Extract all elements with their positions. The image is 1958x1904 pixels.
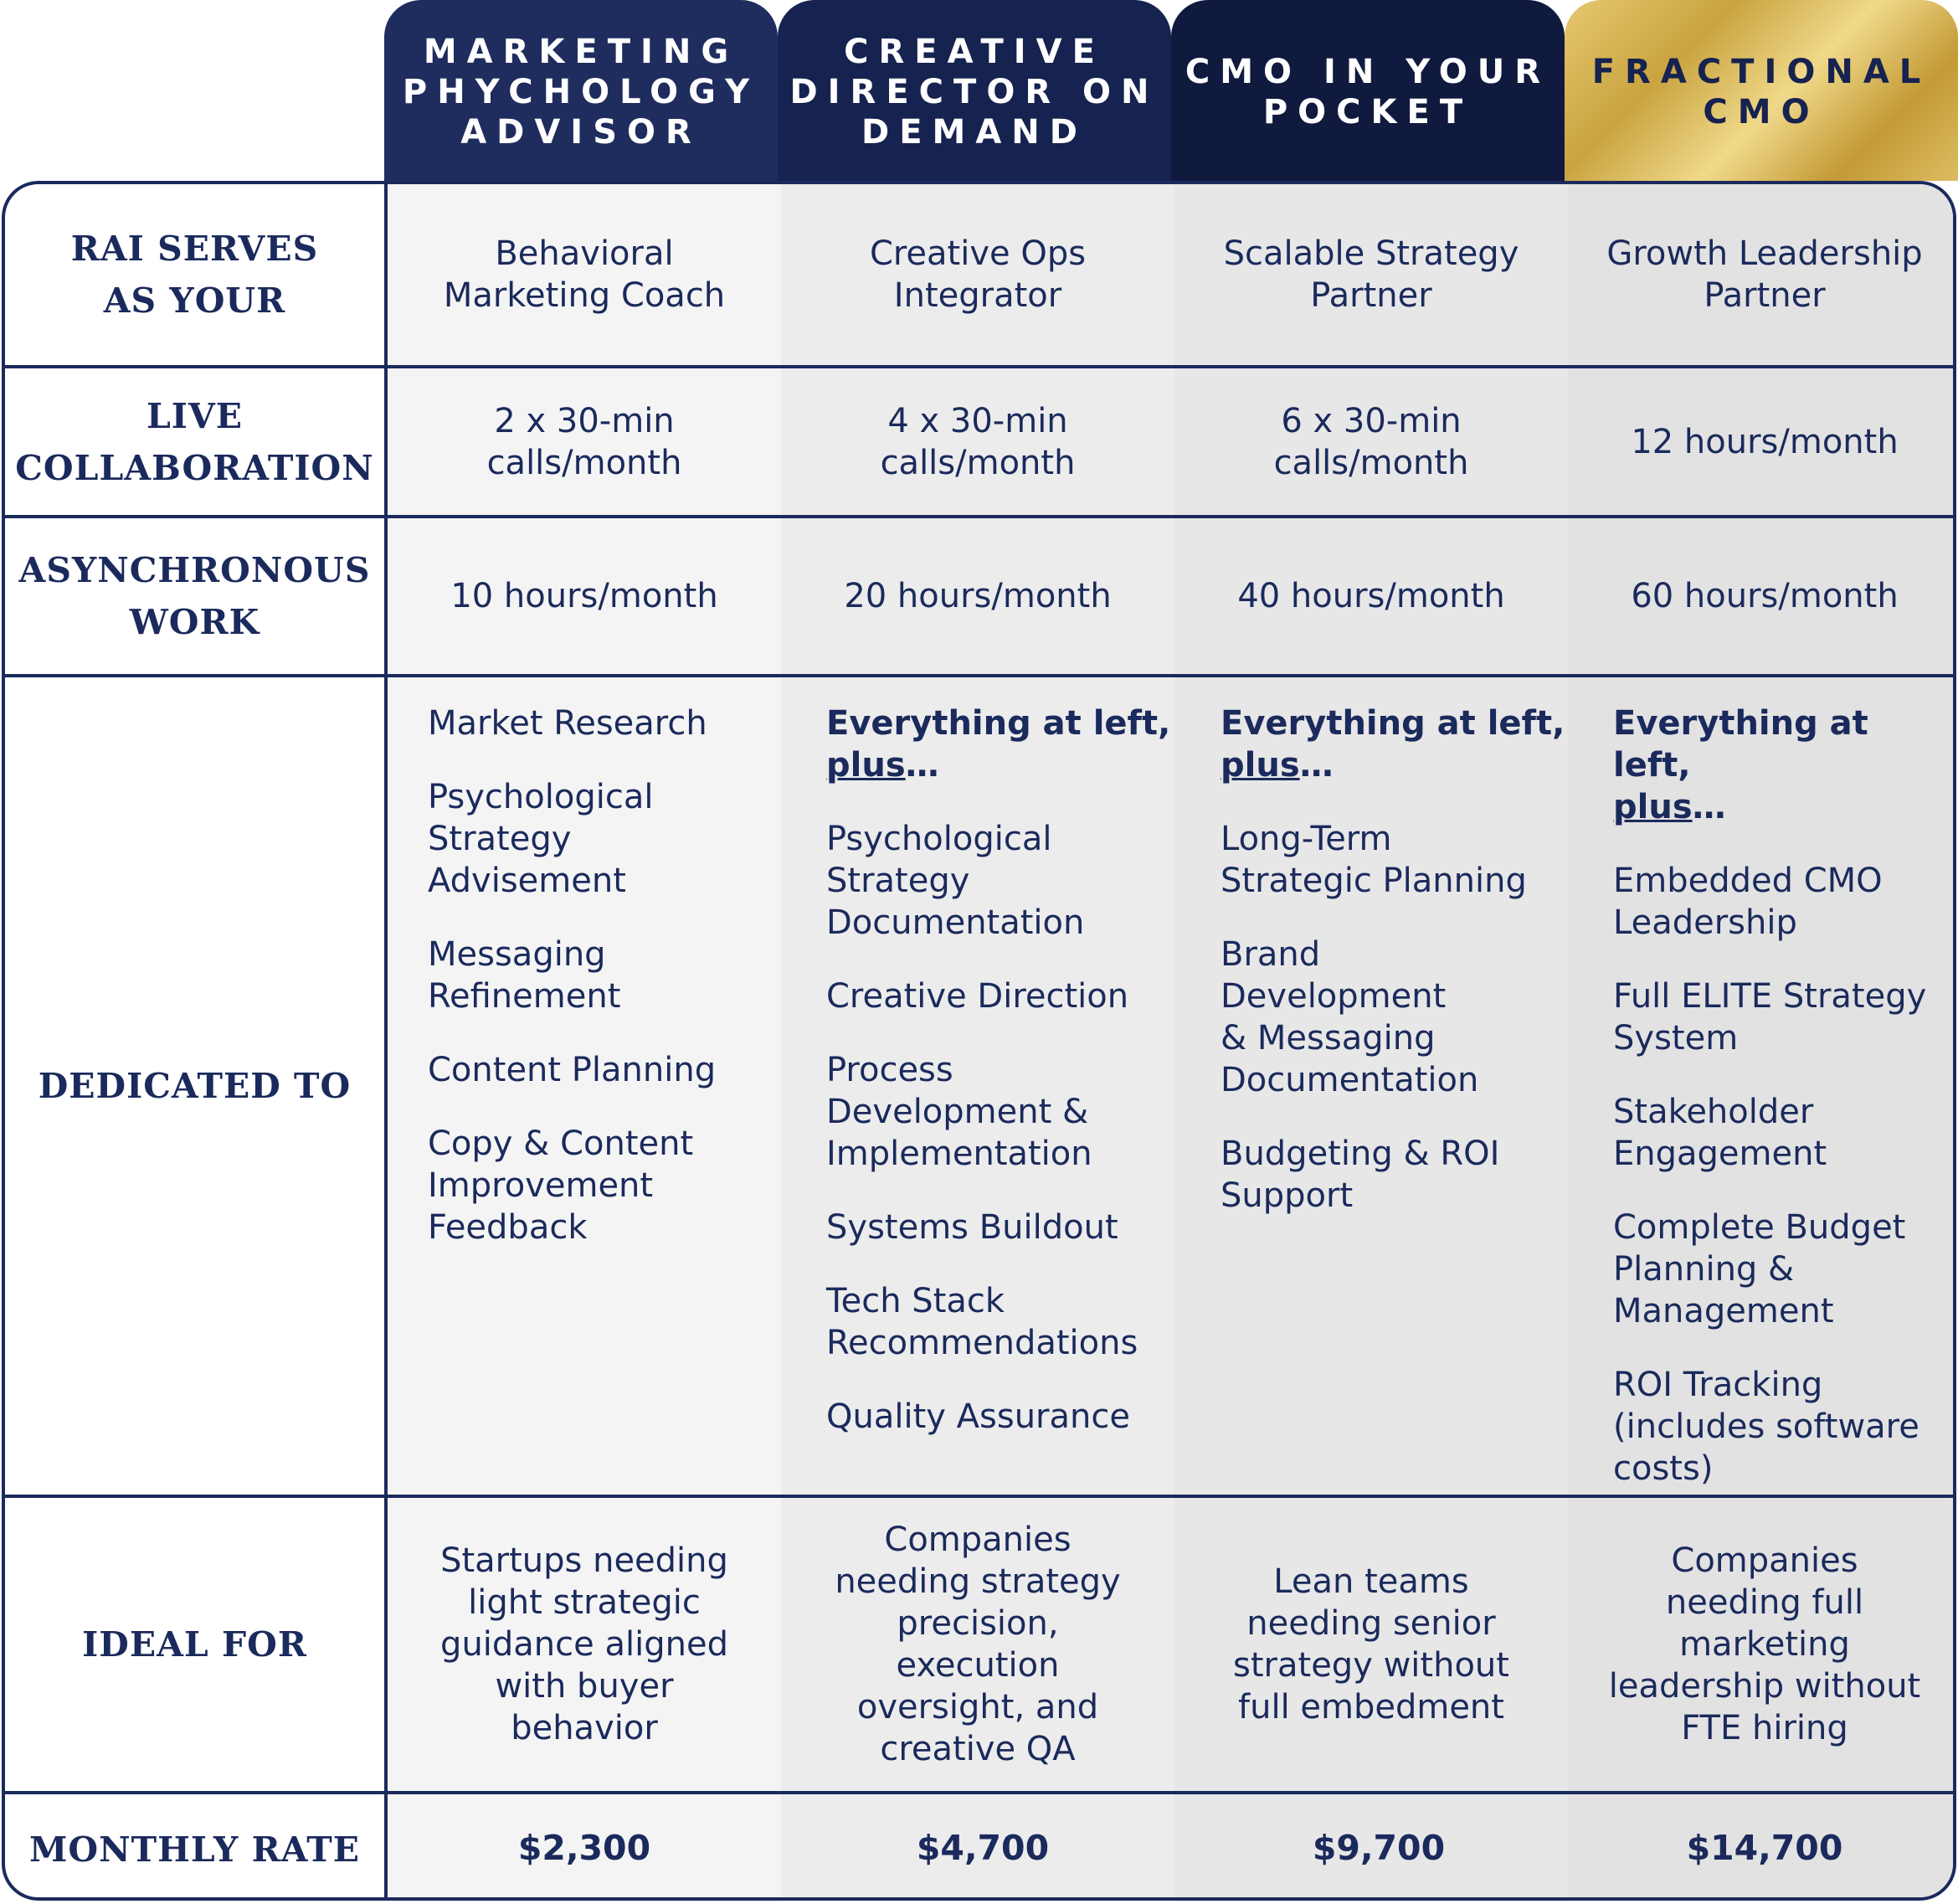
serves-as-cell: Growth Leadership Partner bbox=[1606, 234, 1923, 315]
everything-at-left-note bbox=[826, 702, 1170, 786]
async-work-cell: 20 hours/month bbox=[844, 577, 1112, 615]
row-label-ideal-for: IDEAL FOR bbox=[82, 1624, 307, 1665]
ideal-for-cell: Companies needing strategy precision, execution oversight, and creative QA bbox=[835, 1521, 1121, 1768]
list-item: Budgeting & ROI Support bbox=[1221, 1135, 1500, 1215]
row-label-serves-as: RAI SERVES AS YOUR bbox=[70, 229, 319, 321]
lead-text: Everything at left, bbox=[826, 704, 1171, 743]
list-item: Embedded CMO Leadership bbox=[1613, 862, 1883, 942]
list-item: Messaging Refinement bbox=[428, 935, 621, 1016]
list-item: Psychological Strategy Documentation bbox=[826, 820, 1085, 942]
dedicated-list-advisor bbox=[428, 702, 716, 1280]
ideal-for-cell: Lean teams needing senior strategy without full embedment bbox=[1233, 1562, 1509, 1726]
plus-link[interactable]: plus bbox=[1613, 788, 1693, 826]
row-label-asynchronous-work: ASYNCHRONOUS WORK bbox=[18, 550, 371, 642]
lead-suffix: … bbox=[1299, 746, 1334, 785]
list-item: Full ELITE Strategy System bbox=[1613, 977, 1927, 1057]
list-item: Tech Stack Recommendations bbox=[826, 1282, 1138, 1362]
plan-title: MARKETING PHYCHOLOGY ADVISOR bbox=[402, 33, 760, 152]
comparison-table bbox=[2, 181, 1956, 1901]
list-item: Copy & Content Improvement Feedback bbox=[428, 1124, 694, 1247]
list-item: Brand Development & Messaging Documentation bbox=[1221, 935, 1479, 1099]
plan-title: CMO IN YOUR POCKET bbox=[1185, 53, 1551, 131]
row-label-dedicated-to: DEDICATED TO bbox=[38, 1066, 352, 1106]
list-item: Creative Direction bbox=[826, 977, 1129, 1016]
dedicated-list-creative-director bbox=[826, 702, 1170, 1469]
list-item: Long-Term Strategic Planning bbox=[1221, 820, 1527, 900]
dedicated-list-cmo-pocket bbox=[1221, 702, 1565, 1248]
serves-as-cell: Creative Ops Integrator bbox=[869, 234, 1087, 315]
monthly-rate-cell: $4,700 bbox=[916, 1827, 1050, 1868]
plus-link[interactable]: plus bbox=[1221, 746, 1300, 785]
lead-suffix: … bbox=[1692, 788, 1726, 826]
everything-at-left-note bbox=[1613, 702, 1953, 828]
dedicated-list-fractional-cmo bbox=[1613, 702, 1953, 1521]
list-item: ROI Tracking (includes software costs) bbox=[1613, 1366, 1919, 1488]
async-work-cell: 60 hours/month bbox=[1631, 577, 1899, 615]
everything-at-left-note bbox=[1221, 702, 1565, 786]
lead-text: Everything at left, bbox=[1221, 704, 1565, 743]
monthly-rate-cell: $2,300 bbox=[517, 1827, 651, 1868]
list-item: Stakeholder Engagement bbox=[1613, 1093, 1827, 1173]
async-work-cell: 10 hours/month bbox=[450, 577, 718, 615]
live-collaboration-cell: 6 x 30-min calls/month bbox=[1273, 401, 1469, 482]
serves-as-cell: Behavioral Marketing Coach bbox=[443, 234, 726, 315]
plan-header-fractional-cmo bbox=[1565, 0, 1958, 181]
live-collaboration-cell: 2 x 30-min calls/month bbox=[486, 401, 682, 482]
plus-link[interactable]: plus bbox=[826, 746, 906, 785]
list-item: Quality Assurance bbox=[826, 1397, 1130, 1436]
list-item: Complete Budget Planning & Management bbox=[1613, 1208, 1906, 1330]
plan-header-marketing-psychology-advisor bbox=[384, 0, 778, 181]
list-item: Market Research bbox=[428, 704, 707, 743]
row-label-monthly-rate: MONTHLY RATE bbox=[29, 1829, 360, 1870]
live-collaboration-cell: 12 hours/month bbox=[1631, 422, 1899, 461]
live-collaboration-cell: 4 x 30-min calls/month bbox=[880, 401, 1076, 482]
ideal-for-cell: Startups needing light strategic guidance aligned with buyer behavior bbox=[440, 1541, 728, 1747]
list-item: Psychological Strategy Advisement bbox=[428, 778, 654, 900]
plan-header-cmo-in-your-pocket bbox=[1171, 0, 1565, 181]
lead-text: Everything at left, bbox=[1613, 704, 1868, 785]
plan-title: FRACTIONAL CMO bbox=[1591, 53, 1931, 131]
lead-suffix: … bbox=[905, 746, 939, 785]
list-item: Systems Buildout bbox=[826, 1208, 1118, 1247]
serves-as-cell: Scalable Strategy Partner bbox=[1223, 234, 1519, 315]
row-label-live-collaboration: LIVE COLLABORATION bbox=[15, 395, 374, 488]
plan-title: CREATIVE DIRECTOR ON DEMAND bbox=[789, 33, 1159, 152]
monthly-rate-cell: $9,700 bbox=[1312, 1827, 1446, 1868]
list-item: Process Development & Implementation bbox=[826, 1051, 1092, 1173]
list-item: Content Planning bbox=[428, 1051, 717, 1089]
plan-header-creative-director bbox=[778, 0, 1171, 181]
ideal-for-cell: Companies needing full marketing leadership without FTE hiring bbox=[1608, 1541, 1921, 1747]
monthly-rate-cell: $14,700 bbox=[1686, 1827, 1843, 1868]
async-work-cell: 40 hours/month bbox=[1237, 577, 1505, 615]
